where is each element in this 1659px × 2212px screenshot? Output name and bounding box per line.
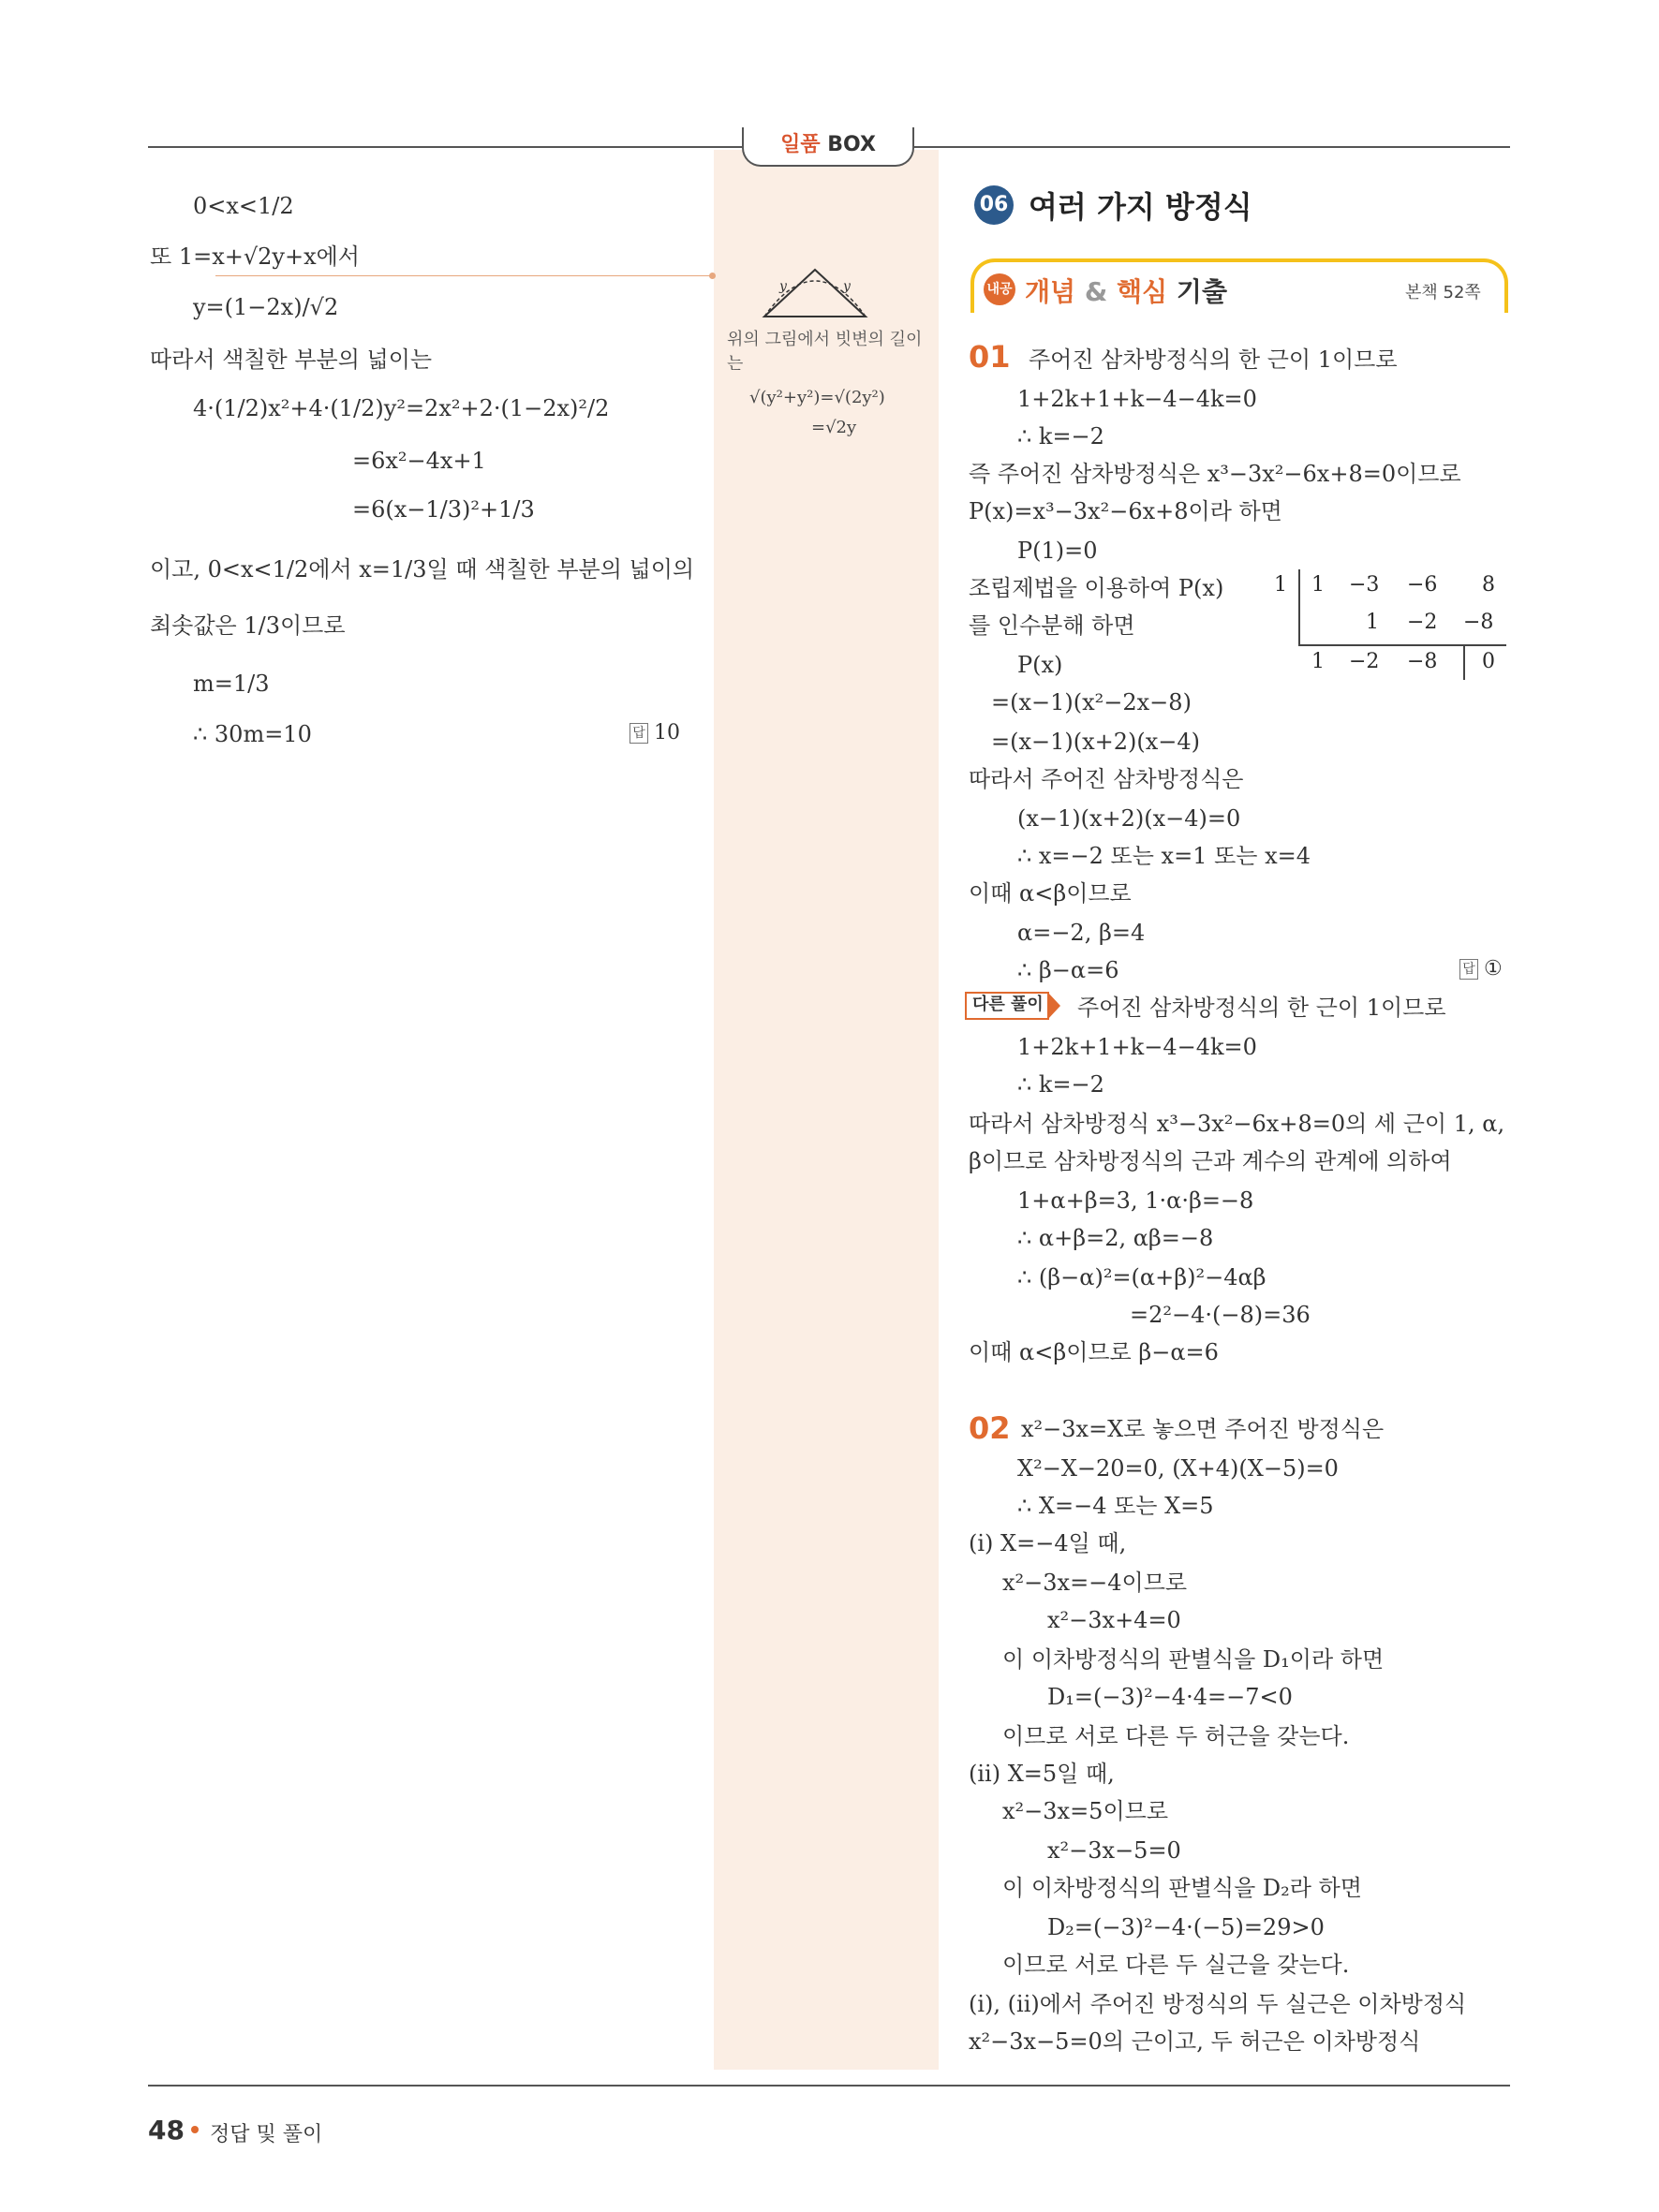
concept-title-a: 개념 (1025, 276, 1076, 307)
synth-cell: −8 (1463, 611, 1494, 634)
alt-line: ∴ k=−2 (1017, 1071, 1104, 1098)
left-line: 0<x<1/2 (193, 193, 294, 219)
p02-line: X²−X−20=0, (X+4)(X−5)=0 (1017, 1455, 1339, 1482)
alt-solution-tag: 다른 풀이 (965, 992, 1049, 1020)
p01-line: =(x−1)(x+2)(x−4) (991, 729, 1201, 755)
answer-mark-icon: 답 (1459, 959, 1478, 980)
chapter-badge: 06 (974, 185, 1014, 225)
concept-amp: & (1084, 276, 1108, 307)
side-math-2: =√2y (811, 418, 857, 437)
synth-remainder-box (1463, 644, 1465, 680)
p01-line: ∴ β−α=6 (1017, 957, 1119, 983)
p02-line: D₂=(−3)²−4·(−5)=29>0 (1047, 1914, 1325, 1940)
p02-line: 이므로 서로 다른 두 허근을 갖는다. (1002, 1723, 1350, 1749)
p02-line: (i) X=−4일 때, (969, 1530, 1127, 1556)
p01-line: 조립제법을 이용하여 P(x) (969, 575, 1224, 601)
left-answer (630, 721, 680, 745)
p02-line: (i), (ii)에서 주어진 방정식의 두 실근은 이차방정식 (969, 1991, 1467, 2017)
p01-line: α=−2, β=4 (1017, 920, 1146, 946)
answer-mark-icon: 답 (630, 723, 648, 744)
p02-line: x²−3x−5=0 (1047, 1837, 1181, 1864)
p01-line: ∴ k=−2 (1017, 423, 1104, 450)
p01-line: P(x)=x³−3x²−6x+8이라 하면 (969, 498, 1282, 524)
synth-cell: −6 (1407, 573, 1438, 597)
left-line: 4·(1/2)x²+4·(1/2)y²=2x²+2·(1−2x)²/2 (193, 395, 610, 421)
answer-value: 10 (654, 721, 680, 745)
left-line: m=1/3 (193, 671, 270, 697)
p01-line: ∴ x=−2 또는 x=1 또는 x=4 (1017, 843, 1311, 869)
chapter-title: 여러 가지 방정식 (1029, 189, 1252, 225)
p02-line: x²−3x−5=0의 근이고, 두 허근은 이차방정식 (969, 2028, 1421, 2055)
synth-cell: −2 (1407, 611, 1438, 634)
p02-line: D₁=(−3)²−4·4=−7<0 (1047, 1684, 1293, 1710)
pointer-line (215, 275, 712, 276)
concept-title-b: 핵심 (1117, 276, 1168, 307)
p01-line: 1+2k+1+k−4−4k=0 (1017, 386, 1257, 412)
p02-line: (ii) X=5일 때, (969, 1761, 1115, 1787)
p01-line: 주어진 삼차방정식의 한 근이 1이므로 (1029, 347, 1398, 373)
p02-line: 이 이차방정식의 판별식을 D₁이라 하면 (1002, 1646, 1385, 1673)
box-label-a: 일품 (780, 133, 821, 156)
synth-divider-h (1298, 644, 1506, 646)
left-line: =6x²−4x+1 (352, 448, 486, 474)
p01-line: (x−1)(x+2)(x−4)=0 (1017, 805, 1241, 832)
alt-line: ∴ (β−α)²=(α+β)²−4αβ (1017, 1264, 1266, 1290)
left-line: 이고, 0<x<1/2에서 x=1/3일 때 색칠한 부분의 넓이의 (150, 556, 695, 582)
tri-label-left: y (779, 279, 787, 294)
synth-divisor: 1 (1274, 573, 1287, 597)
alt-line: ∴ α+β=2, αβ=−8 (1017, 1225, 1214, 1251)
p01-line: P(x) (1017, 652, 1063, 678)
alt-line: 이때 α<β이므로 β−α=6 (969, 1339, 1219, 1365)
alt-line: =2²−4·(−8)=36 (1130, 1302, 1311, 1328)
p01-line: 이때 α<β이므로 (969, 880, 1132, 907)
problem-number: 01 (969, 339, 1011, 375)
p01-line: =(x−1)(x²−2x−8) (991, 689, 1192, 715)
footer-label: 정답 및 풀이 (210, 2123, 323, 2146)
p01-line: 즉 주어진 삼차방정식은 x³−3x²−6x+8=0이므로 (969, 461, 1461, 487)
box-label-b: BOX (827, 133, 876, 156)
left-line: 또 1=x+√2y+x에서 (150, 243, 360, 270)
side-math-1: √(y²+y²)=√(2y²) (749, 388, 885, 407)
concept-icon: 내공 (984, 273, 1015, 305)
triangle-figure (759, 262, 871, 322)
box-tab (742, 127, 914, 167)
page-number: 48 (148, 2115, 185, 2146)
book-reference: 본책 52쪽 (1405, 283, 1481, 302)
p01-answer (1459, 957, 1503, 981)
synth-cell: −2 (1349, 650, 1380, 673)
p01-line: P(1)=0 (1017, 538, 1098, 564)
alt-line: 1+α+β=3, 1·α·β=−8 (1017, 1187, 1254, 1214)
synth-cell: 1 (1311, 650, 1325, 673)
alt-line: 1+2k+1+k−4−4k=0 (1017, 1034, 1257, 1060)
p01-line: 따라서 주어진 삼차방정식은 (969, 766, 1244, 792)
tri-label-right: y (843, 279, 851, 294)
problem-number: 02 (969, 1410, 1011, 1446)
synth-cell: −3 (1349, 573, 1380, 597)
synth-cell: 8 (1482, 573, 1495, 597)
p02-line: x²−3x+4=0 (1047, 1607, 1181, 1633)
p02-line: ∴ X=−4 또는 X=5 (1017, 1493, 1214, 1519)
concept-title (1025, 272, 1227, 309)
synth-cell: 1 (1311, 573, 1325, 597)
pointer-dot (709, 273, 716, 279)
left-line: =6(x−1/3)²+1/3 (352, 496, 535, 523)
p02-line: 이므로 서로 다른 두 실근을 갖는다. (1002, 1952, 1350, 1978)
p02-line: x²−3x=X로 놓으면 주어진 방정식은 (1021, 1416, 1385, 1442)
synth-cell: −8 (1407, 650, 1438, 673)
synth-divider-v (1298, 569, 1300, 644)
synthetic-division (1255, 566, 1506, 686)
left-line: 최솟값은 1/3이므로 (150, 612, 346, 639)
bottom-rule (148, 2085, 1510, 2087)
alt-line: 주어진 삼차방정식의 한 근이 1이므로 (1077, 995, 1446, 1021)
alt-line: 따라서 삼차방정식 x³−3x²−6x+8=0의 세 근이 1, α, (969, 1111, 1505, 1137)
p02-line: 이 이차방정식의 판별식을 D₂라 하면 (1002, 1875, 1362, 1901)
side-box-column (714, 150, 939, 2070)
concept-title-c: 기출 (1176, 276, 1227, 307)
synth-cell: 1 (1366, 611, 1379, 634)
alt-arrow-icon (1047, 992, 1060, 1020)
footer-dot-icon (191, 2126, 199, 2133)
left-line: y=(1−2x)/√2 (193, 294, 339, 320)
left-line: 따라서 색칠한 부분의 넓이는 (150, 347, 433, 373)
side-note-text: 위의 그림에서 빗변의 길이는 (727, 330, 923, 374)
synth-cell: 0 (1482, 650, 1495, 673)
left-line: ∴ 30m=10 (193, 721, 312, 747)
alt-line: β이므로 삼차방정식의 근과 계수의 관계에 의하여 (969, 1148, 1452, 1174)
p01-line: 를 인수분해 하면 (969, 612, 1135, 639)
p02-line: x²−3x=−4이므로 (1002, 1570, 1188, 1596)
answer-value: ① (1484, 957, 1503, 981)
p02-line: x²−3x=5이므로 (1002, 1798, 1169, 1824)
